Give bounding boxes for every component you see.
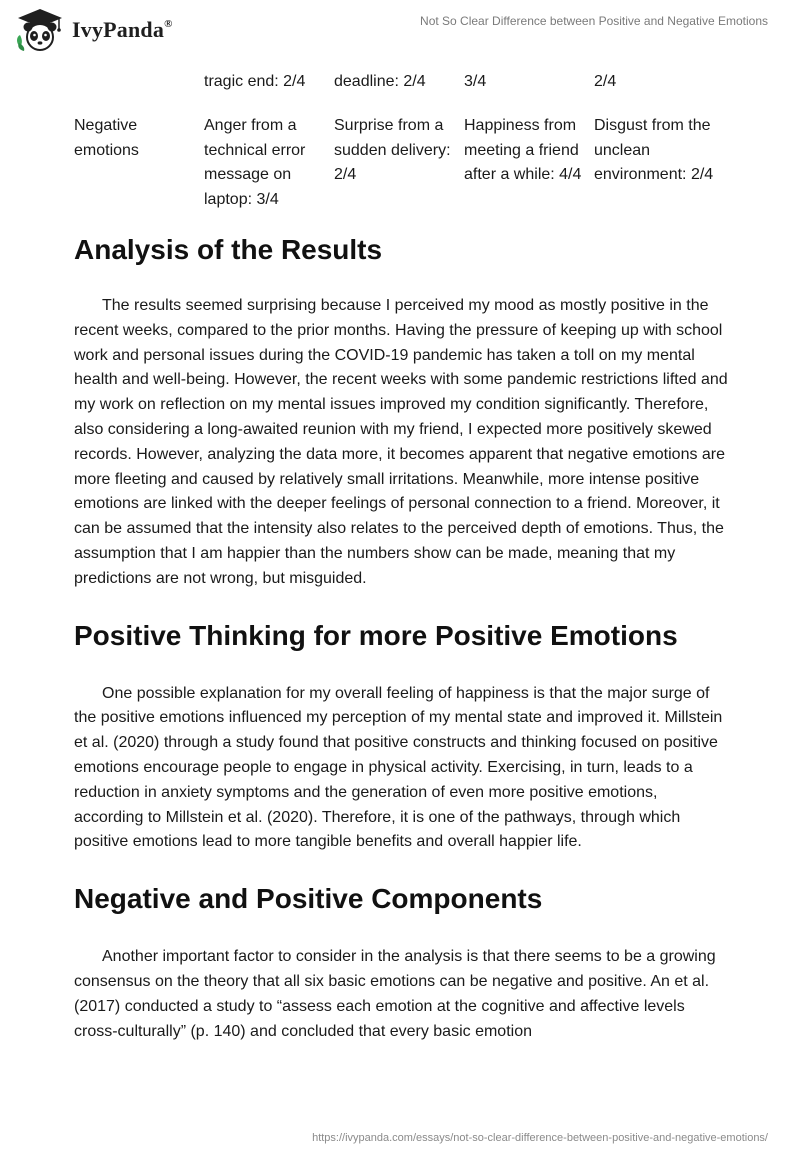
section-heading: Analysis of the Results	[74, 234, 383, 265]
section-heading: Negative and Positive Components	[74, 883, 543, 915]
section-paragraph: The results seemed surprising because I perceived my mood as mostly positive in the recent weeks, compared to the prior months. Having the pressure of keeping up with school work and personal issues during the COVID-19 pandemic has taken a toll on my mental health and well-being. However, the recent weeks with some pandemic restrictions lifted and my work on reflection on my mental issues improved my condition significantly. Therefore, also considering a long-awaited reunion with my friend, I expected more positively skewed records. However, analyzing the data more, it becomes apparent that negative emotions are more fleeting and caused by relatively small irritations. Meanwhile, more intense positive emotions are linked with the deeper feelings of personal connection to a friend. Moreover, it can be assumed that the intensity also relates to the perceived depth of emotions. Thus, the assumption that I am happier than the numbers show can be made, meaning that my predictions are not wrong, but misguided.	[74, 297, 728, 587]
table-row	[74, 114, 734, 212]
table-cell: Anger from a technical error message on laptop: 3/4	[204, 117, 306, 208]
section-negative-positive-components	[74, 879, 730, 1044]
section-analysis-of-results	[74, 230, 730, 592]
table-cell: 2/4	[594, 73, 617, 90]
table-cell: Disgust from the unclean environment: 2/4	[594, 117, 714, 183]
table-cell: 3/4	[464, 73, 487, 90]
table-cell: deadline: 2/4	[334, 73, 426, 90]
section-heading: Positive Thinking for more Positive Emotions	[74, 619, 678, 651]
table-cell	[74, 70, 204, 98]
table-cell: Happiness from meeting a friend after a while: 4/4	[464, 117, 582, 183]
source-url[interactable]: https://ivypanda.com/essays/not-so-clear-difference-between-positive-and-negative-emotions/	[312, 1132, 768, 1144]
panda-graduate-icon	[14, 7, 66, 53]
section-paragraph: Another important factor to consider in the analysis is that there seems to be a growing consensus on the theory that all six basic emotions can be negative and positive. An et al. (2017) conducted a study to “assess each emotion at the cognitive and affective levels cross-culturally” (p. 140) and concluded that every basic emotion	[74, 948, 716, 1040]
table-row	[74, 70, 734, 98]
emotions-table	[74, 70, 734, 212]
section-paragraph: One possible explanation for my overall feeling of happiness is that the major surge of the positive emotions influenced my perception of my mental state and improved it. Millstein et al. (2020) through a study found that positive constructs and thinking focused on positive emotions encourage people to engage in physical activity. Exercising, in turn, leads to a reduction in anxiety symptoms and the generation of even more positive emotions, according to Millstein et al. (2020). Therefore, it is one of the pathways, through which positive emotions lead to more tangible benefits and overall happier life.	[74, 684, 723, 851]
ivypanda-logo[interactable]	[14, 6, 173, 54]
row-label-negative-emotions: Negative emotions	[74, 117, 139, 159]
section-positive-thinking	[74, 616, 730, 856]
page-header	[0, 0, 800, 60]
essay-body	[74, 230, 730, 1044]
table-cell: tragic end: 2/4	[204, 73, 306, 90]
table-cell: Surprise from a sudden delivery: 2/4	[334, 117, 451, 183]
document-title: Not So Clear Difference between Positive and Negative Emotions	[420, 14, 768, 28]
brand-name: IvyPanda®	[72, 17, 173, 42]
